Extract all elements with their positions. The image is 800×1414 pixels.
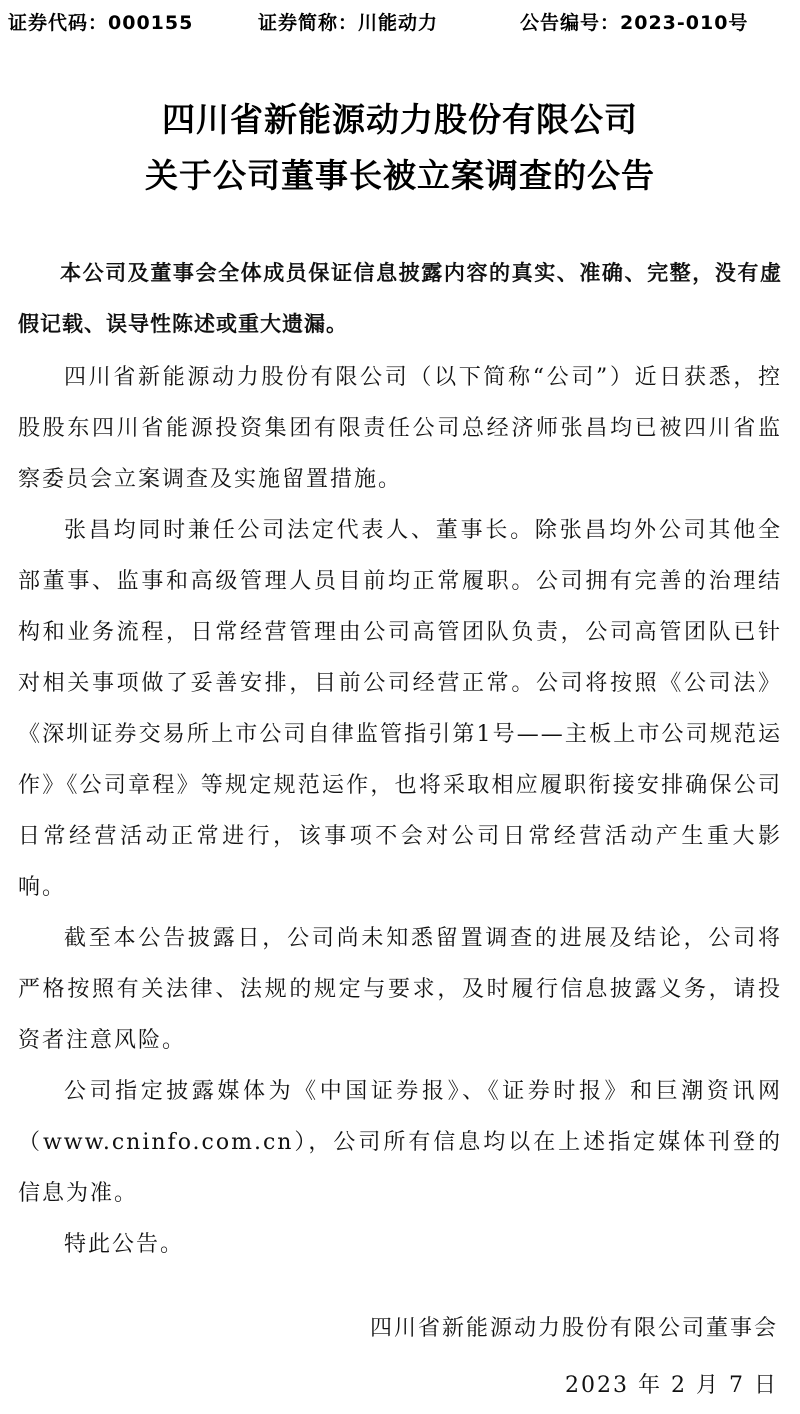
paragraph-closing: 特此公告。 <box>64 1232 185 1257</box>
announcement-number: 公告编号：2023-010号 <box>520 12 749 34</box>
paragraph-risk: 截至本公告披露日，公司尚未知悉留置调查的进展及结论，公司将严格按照有关法律、法规的规定与要求，及时履行信息披露义务，请投资者注意风险。 <box>18 926 782 1053</box>
security-abbreviation: 证券简称：川能动力 <box>258 12 439 34</box>
announcement-title <box>0 92 800 204</box>
signature-org: 四川省新能源动力股份有限公司董事会 <box>369 1316 778 1341</box>
title-company: 四川省新能源动力股份有限公司 <box>162 100 638 139</box>
announcement-header <box>8 8 792 35</box>
signature-block <box>370 1300 778 1414</box>
security-code: 证券代码：000155 <box>8 12 194 34</box>
board-declaration: 本公司及董事会全体成员保证信息披露内容的真实、准确、完整，没有虚假记载、误导性陈述或重大遗漏。 <box>18 261 782 336</box>
paragraph-notice: 四川省新能源动力股份有限公司（以下简称“公司”）近日获悉，控股股东四川省能源投资集团有限责任公司总经济师张昌均已被四川省监察委员会立案调查及实施留置措施。 <box>18 365 782 492</box>
announcement-body <box>18 352 782 1270</box>
paragraph-media: 公司指定披露媒体为《中国证券报》、《证券时报》和巨潮资讯网（www.cninfo.com.cn），公司所有信息均以在上述指定媒体刊登的信息为准。 <box>18 1079 782 1206</box>
title-subject: 关于公司董事长被立案调查的公告 <box>145 156 655 195</box>
paragraph-governance: 张昌均同时兼任公司法定代表人、董事长。除张昌均外公司其他全部董事、监事和高级管理人员目前均正常履职。公司拥有完善的治理结构和业务流程，日常经营管理由公司高管团队负责，公司高管团队已针对相关事项做了妥善安排，目前公司经营正常。公司将按照《公司法》《深圳证券交易所上市公司自律监管指引第1号——主板上市公司规范运作》《公司章程》等规定规范运作，也将采取相应履职衔接安排确保公司日常经营活动正常进行，该事项不会对公司日常经营活动产生重大影响。 <box>18 518 782 900</box>
signature-date: 2023 年 2 月 7 日 <box>565 1373 778 1398</box>
